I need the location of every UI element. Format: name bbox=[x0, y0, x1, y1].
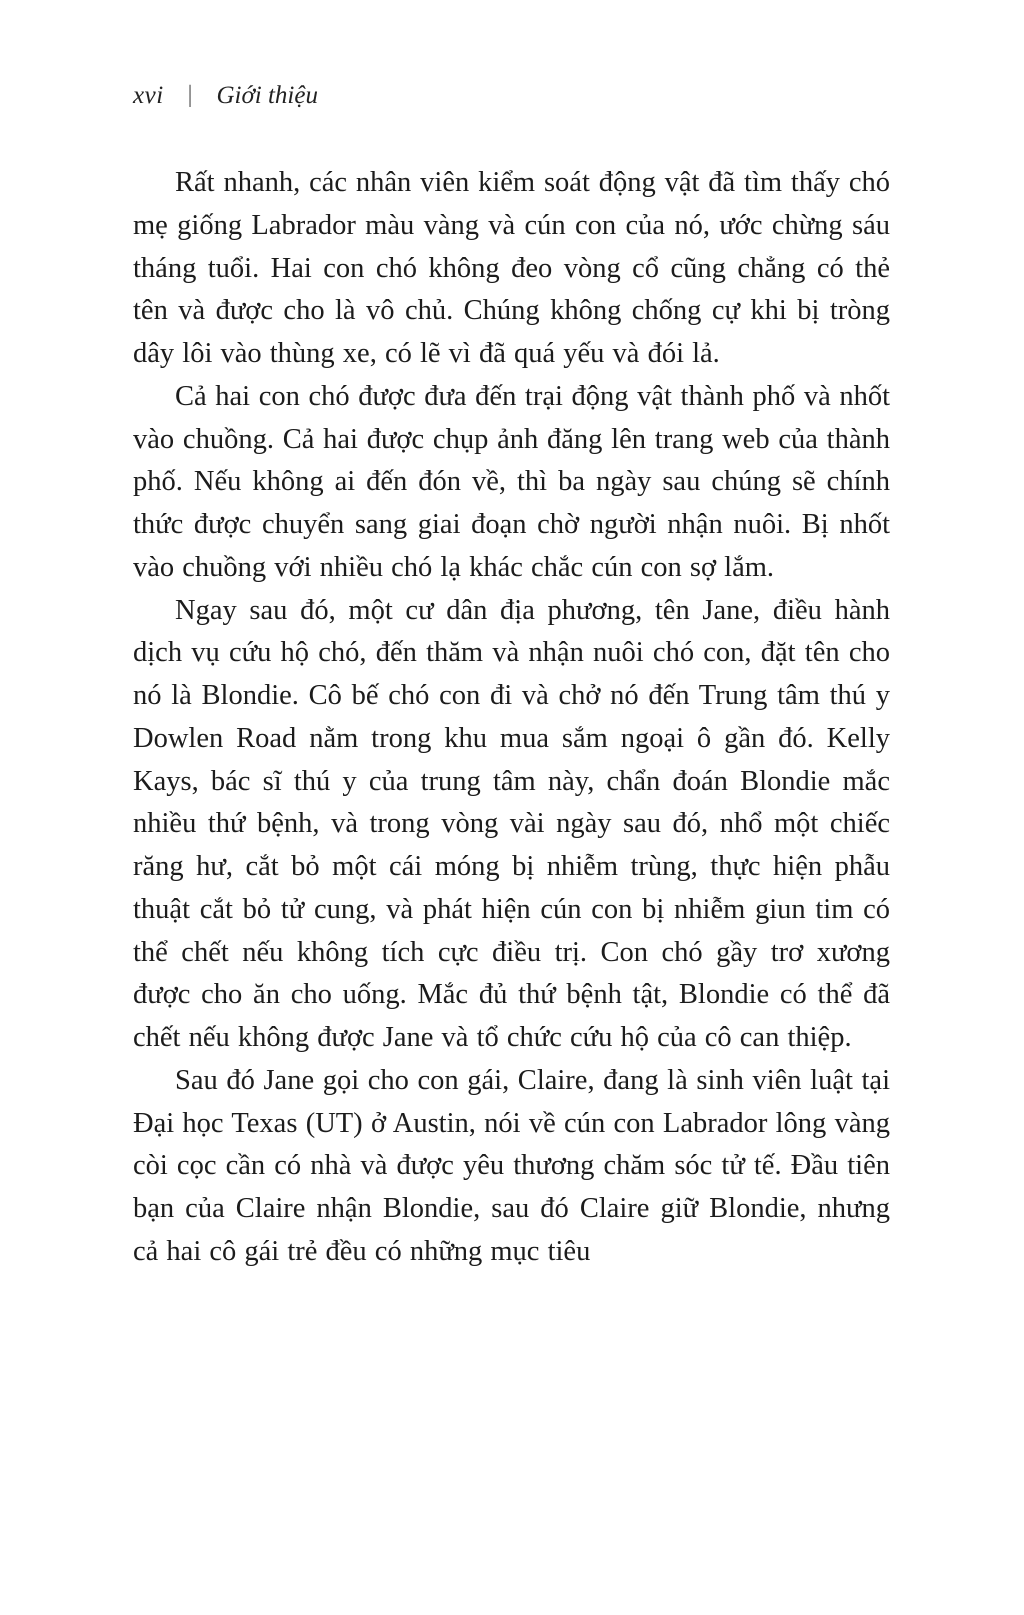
paragraph-3: Ngay sau đó, một cư dân địa phương, tên Jane, điều hành dịch vụ cứu hộ chó, đến thăm và nhận nuôi chó con, đặt tên cho nó là Blondie. Cô bế chó con đi và chở nó đến Trung tâm thú y Dowlen Road nằm trong khu mua sắm ngoại ô gần đó. Kelly Kays, bác sĩ thú y của trung tâm này, chẩn đoán Blondie mắc nhiều thứ bệnh, và trong vòng vài ngày sau đó, nhổ một chiếc răng hư, cắt bỏ một cái móng bị nhiễm trùng, thực hiện phẫu thuật cắt bỏ tử cung, và phát hiện cún con bị nhiễm giun tim có thể chết nếu không tích cực điều trị. Con chó gầy trơ xương được cho ăn cho uống. Mắc đủ thứ bệnh tật, Blondie có thể đã chết nếu không được Jane và tổ chức cứu hộ của cô can thiệp. bbox=[133, 594, 890, 1053]
header-separator: | bbox=[187, 82, 193, 108]
section-title: Giới thiệu bbox=[216, 82, 318, 109]
paragraph-2: Cả hai con chó được đưa đến trại động vật thành phố và nhốt vào chuồng. Cả hai được chụp ảnh đăng lên trang web của thành phố. Nếu không ai đến đón về, thì ba ngày sau chúng sẽ chính thức được chuyển sang giai đoạn chờ người nhận nuôi. Bị nhốt vào chuồng với nhiều chó lạ khác chắc cún con sợ lắm. bbox=[133, 380, 890, 583]
page-body bbox=[133, 162, 890, 1274]
page-number: xvi bbox=[133, 82, 164, 109]
paragraph-4: Sau đó Jane gọi cho con gái, Claire, đang là sinh viên luật tại Đại học Texas (UT) ở Austin, nói về cún con Labrador lông vàng còi cọc cần có nhà và được yêu thương chăm sóc tử tế. Đầu tiên bạn của Claire nhận Blondie, sau đó Claire giữ Blondie, nhưng cả hai cô gái trẻ đều có những mục tiêu bbox=[133, 1064, 890, 1267]
paragraph-1: Rất nhanh, các nhân viên kiểm soát động vật đã tìm thấy chó mẹ giống Labrador màu vàng và cún con của nó, ước chừng sáu tháng tuổi. Hai con chó không đeo vòng cổ cũng chẳng có thẻ tên và được cho là vô chủ. Chúng không chống cự khi bị tròng dây lôi vào thùng xe, có lẽ vì đã quá yếu và đói lả. bbox=[133, 167, 890, 369]
page-header bbox=[133, 82, 890, 110]
